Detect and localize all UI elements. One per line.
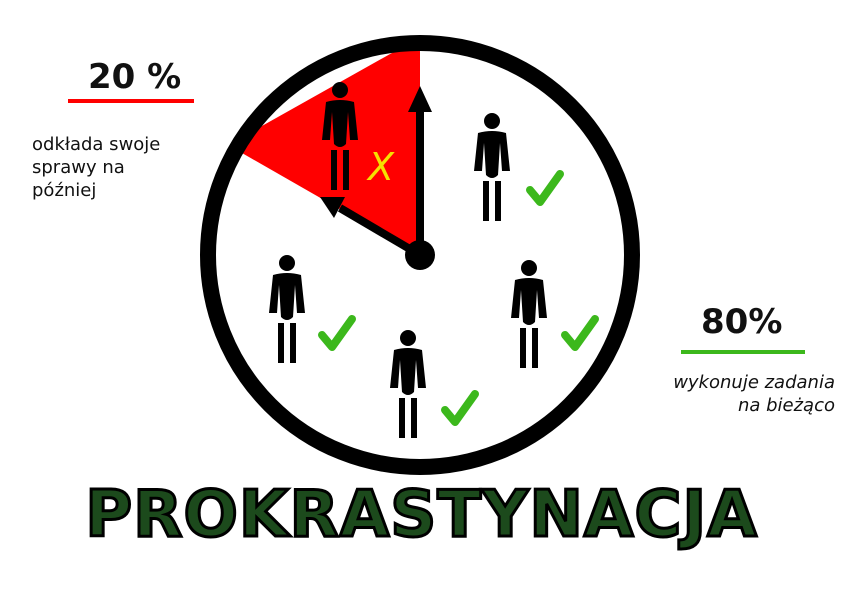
person-figure-right xyxy=(511,260,547,368)
left-description-line: sprawy na xyxy=(32,157,125,178)
check-mark-icon xyxy=(445,394,475,422)
person-figure-bottom xyxy=(390,330,426,438)
procrastinator-x-mark: X xyxy=(368,145,395,189)
right-percentage: 80% xyxy=(701,302,783,342)
check-mark-icon xyxy=(530,174,560,202)
left-description xyxy=(32,133,232,202)
main-title: PROKRASTYNACJA xyxy=(85,478,758,552)
person-figure-left xyxy=(269,255,305,363)
right-description-line: wykonuje zadania xyxy=(673,372,835,393)
check-mark-icon xyxy=(565,319,595,347)
right-green-underline xyxy=(681,350,805,354)
right-description xyxy=(575,371,835,417)
right-description-line: na bieżąco xyxy=(737,395,835,416)
left-red-underline xyxy=(68,99,194,103)
left-percentage: 20 % xyxy=(88,57,182,97)
person-figure-top-right xyxy=(474,113,510,221)
check-mark-icon xyxy=(322,319,352,347)
left-description-line: później xyxy=(32,180,97,201)
left-description-line: odkłada swoje xyxy=(32,134,161,155)
